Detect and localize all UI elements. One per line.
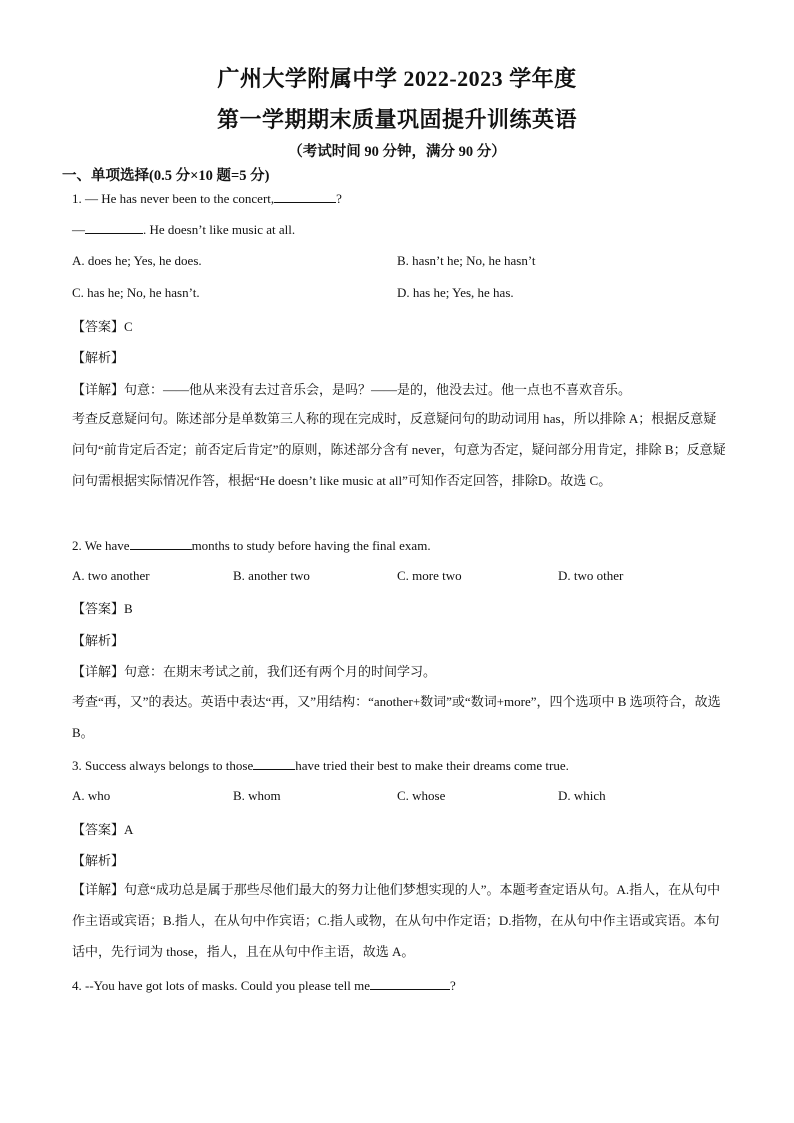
page-title-line2: 第一学期期末质量巩固提升训练英语 <box>216 107 577 132</box>
q4-stem-end: ? <box>450 978 456 993</box>
q2-option-c: C. more two <box>397 568 462 583</box>
q1-dash: — <box>72 222 85 237</box>
q1-blank-1 <box>274 190 336 203</box>
q2-option-a: A. two another <box>72 568 150 583</box>
q2-detail-1: 【详解】句意：在期末考试之前，我们还有两个月的时间学习。 <box>72 664 437 679</box>
page-title-line1: 广州大学附属中学 2022-2023 学年度 <box>217 66 577 91</box>
q2-analysis-label: 【解析】 <box>72 633 125 648</box>
q3-option-d: D. which <box>558 788 606 803</box>
q1-stem-text: 1. — He has never been to the concert, <box>72 191 275 206</box>
q3-stem-text: 3. Success always belongs to those <box>72 758 254 773</box>
q1-analysis-label: 【解析】 <box>72 350 125 365</box>
q3-option-c: C. whose <box>397 788 446 803</box>
q1-stem-end: ? <box>336 191 342 206</box>
exam-info-subtitle: （考试时间 90 分钟，满分 90 分） <box>288 144 506 160</box>
q1-blank-2 <box>85 221 143 234</box>
q1-stem-line2 <box>72 221 295 238</box>
q3-stem <box>72 757 569 774</box>
q4-stem <box>72 977 456 994</box>
q1-detail-2: 考查反意疑问句。陈述部分是单数第三人称的现在完成时，反意疑问句的助动词用 has，所以排除 A；根据反意疑问句“前肯定后否定；前否定后肯定”的原则，陈述部分含有 never，句意为否定，疑问部分用肯定，排除 B；反意疑问句需根据实际情况作答，根据“He doesn’t like music at all”可知作否定回答，排除D。故选 C。 <box>72 411 726 488</box>
q1-option-c: C. has he; No, he hasn’t. <box>72 285 200 300</box>
q3-option-b: B. whom <box>233 788 281 803</box>
q2-stem <box>72 537 431 554</box>
q1-option-b: B. hasn’t he; No, he hasn’t <box>397 253 536 268</box>
q2-option-d: D. two other <box>558 568 624 583</box>
q4-blank <box>370 977 450 990</box>
q2-stem-text-2: months to study before having the final exam. <box>191 538 431 553</box>
q3-answer: 【答案】A <box>72 822 134 837</box>
q3-stem-text-2: have tried their best to make their dreams come true. <box>295 758 569 773</box>
q1-stem-line1 <box>72 190 342 207</box>
q2-detail-2: 考查“再，又”的表达。英语中表达“再，又”用结构：“another+数词”或“数词+more”，四个选项中 B 选项符合，故选 B。 <box>72 694 721 740</box>
q3-option-a: A. who <box>72 788 111 803</box>
q1-option-a: A. does he; Yes, he does. <box>72 253 202 268</box>
q2-answer: 【答案】B <box>72 601 133 616</box>
q3-analysis-label: 【解析】 <box>72 853 125 868</box>
q2-blank <box>130 537 192 550</box>
q2-option-b: B. another two <box>233 568 310 583</box>
q3-blank <box>253 757 295 770</box>
q1-option-d: D. has he; Yes, he has. <box>397 285 514 300</box>
section-heading: 一、单项选择(0.5 分×10 题=5 分) <box>62 168 270 184</box>
q2-stem-text: 2. We have <box>72 538 130 553</box>
q4-stem-text: 4. --You have got lots of masks. Could you please tell me <box>72 978 371 993</box>
q1-stem-text-2: . He doesn’t like music at all. <box>143 222 296 237</box>
q3-detail: 【详解】句意“成功总是属于那些尽他们最大的努力让他们梦想实现的人”。本题考查定语从句。A.指人，在从句中作主语或宾语；B.指人，在从句中作宾语；C.指人或物，在从句中作定语；D.指物，在从句中作主语或宾语。本句话中，先行词为 those，指人，且在从句中作主语，故选 A。 <box>72 882 721 959</box>
q1-answer: 【答案】C <box>72 319 133 334</box>
q1-detail-1: 【详解】句意：——他从来没有去过音乐会，是吗？——是的，他没去过。他一点也不喜欢音乐。 <box>72 382 632 397</box>
